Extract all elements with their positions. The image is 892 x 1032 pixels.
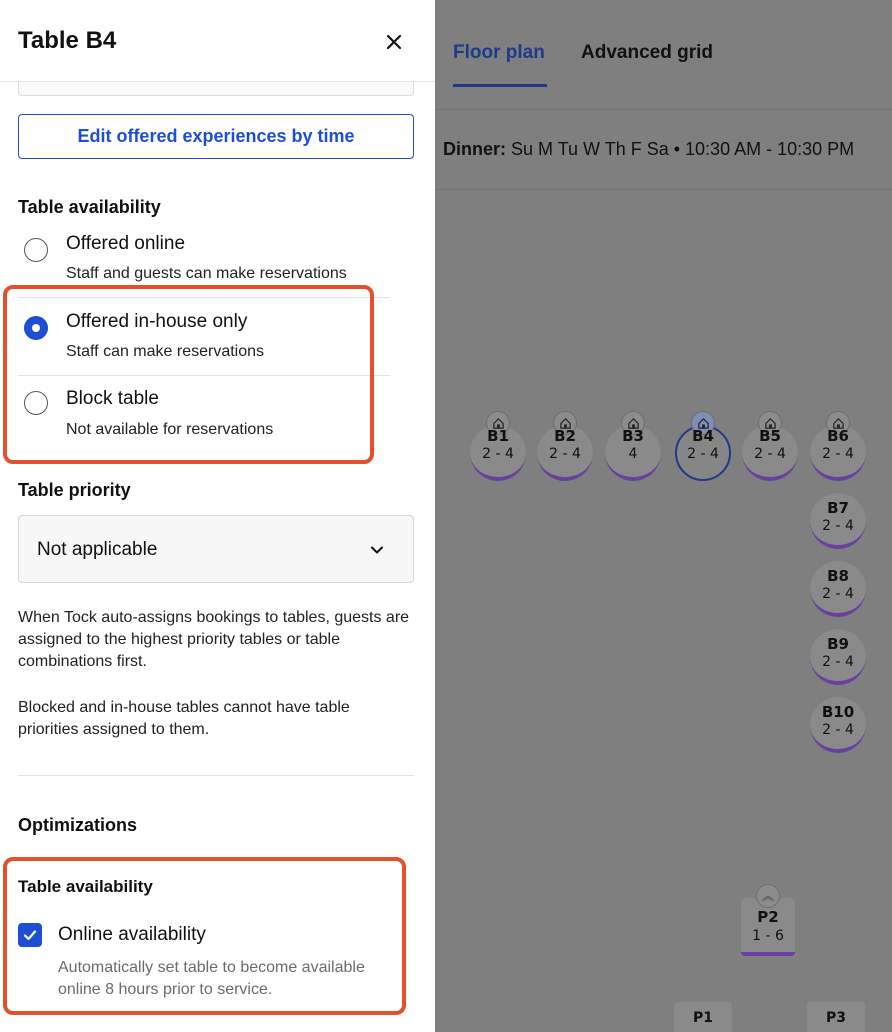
priority-note-text: Blocked and in-house tables cannot have table priorities assigned to them.	[18, 699, 350, 738]
close-button[interactable]	[376, 24, 412, 60]
chevron-down-icon	[369, 542, 385, 558]
table-name: B8	[827, 567, 849, 585]
table-name: P2	[757, 908, 779, 926]
tab-floor-plan[interactable]: Floor plan	[453, 42, 545, 63]
table-capacity: 2 - 4	[822, 518, 854, 534]
table-drawer	[0, 0, 435, 1032]
online-availability-checkbox[interactable]	[18, 923, 42, 947]
table-node[interactable]	[810, 629, 866, 685]
radio-offered-in-house[interactable]	[18, 306, 390, 384]
priority-heading: Table priority	[18, 480, 131, 500]
optimization-availability-heading: Table availability	[18, 877, 153, 896]
table-name: B4	[692, 427, 714, 445]
table-capacity: 2 - 4	[754, 446, 786, 462]
table-name: B5	[759, 427, 781, 445]
availability-heading: Table availability	[18, 197, 161, 217]
table-capacity: 4	[628, 446, 638, 462]
table-node[interactable]	[810, 425, 866, 481]
shift-bar	[435, 110, 892, 190]
drawer-title: Table B4	[18, 27, 117, 54]
divider	[18, 375, 390, 376]
chevrons-up-icon: ︽	[756, 884, 780, 908]
table-node[interactable]	[742, 425, 798, 481]
radio-button[interactable]	[24, 391, 48, 415]
table-name: B6	[827, 427, 849, 445]
table-name: B3	[622, 427, 644, 445]
table-capacity: 2 - 4	[482, 446, 514, 462]
checkmark-icon	[22, 927, 38, 943]
shift-name: Dinner:	[443, 139, 506, 159]
floor-plan-background	[435, 0, 892, 1032]
table-node-p2[interactable]	[741, 889, 795, 956]
table-capacity: 2 - 4	[822, 654, 854, 670]
table-capacity: 1 - 6	[752, 928, 784, 944]
table-node[interactable]	[470, 425, 526, 481]
table-name: B10	[821, 703, 855, 721]
radio-desc: Not available for reservations	[66, 421, 274, 438]
edit-experiences-button[interactable]: Edit offered experiences by time	[18, 114, 414, 159]
radio-offered-online[interactable]	[18, 228, 390, 306]
radio-label: Offered in-house only	[66, 311, 248, 332]
checkbox-desc: Automatically set table to become available online 8 hours prior to service.	[58, 959, 365, 998]
radio-label: Offered online	[66, 233, 186, 254]
table-node[interactable]	[810, 493, 866, 549]
table-node[interactable]	[537, 425, 593, 481]
optimizations-heading: Optimizations	[18, 815, 138, 835]
shift-info	[443, 139, 854, 160]
table-name: B2	[554, 427, 576, 445]
table-capacity: 2 - 4	[549, 446, 581, 462]
table-name: B9	[827, 635, 849, 653]
shift-details: Su M Tu W Th F Sa • 10:30 AM - 10:30 PM	[511, 139, 855, 159]
tab-advanced-grid[interactable]: Advanced grid	[581, 42, 713, 63]
priority-help-text: When Tock auto-assigns bookings to tables, guests are assigned to the highest priority tables or table combinations first.	[18, 609, 410, 670]
section-divider	[18, 775, 414, 776]
radio-block-table[interactable]	[18, 384, 390, 462]
priority-select[interactable]	[18, 515, 414, 583]
radio-desc: Staff can make reservations	[66, 343, 265, 360]
table-name: B1	[487, 427, 509, 445]
divider	[18, 297, 390, 298]
table-capacity: 2 - 4	[822, 446, 854, 462]
table-capacity: 2 - 4	[822, 722, 854, 738]
table-node-selected[interactable]	[675, 425, 731, 481]
radio-button[interactable]	[24, 238, 48, 262]
checkbox-label: Online availability	[58, 924, 206, 945]
table-capacity: 2 - 4	[822, 586, 854, 602]
table-node[interactable]	[810, 697, 866, 753]
radio-desc: Staff and guests can make reservations	[66, 265, 347, 282]
radio-button-selected[interactable]	[24, 316, 48, 340]
table-node[interactable]	[810, 561, 866, 617]
priority-select-value: Not applicable	[37, 539, 158, 560]
close-icon	[385, 33, 403, 51]
table-node[interactable]	[605, 425, 661, 481]
table-capacity: 2 - 4	[687, 446, 719, 462]
tab-active-indicator	[453, 84, 547, 87]
drawer-header	[0, 0, 435, 82]
radio-label: Block table	[66, 388, 159, 409]
table-name: B7	[827, 499, 849, 517]
view-tabs	[435, 0, 892, 110]
table-node-p1[interactable]: P1	[674, 1002, 732, 1032]
table-node-p3[interactable]: P3	[807, 1002, 865, 1032]
